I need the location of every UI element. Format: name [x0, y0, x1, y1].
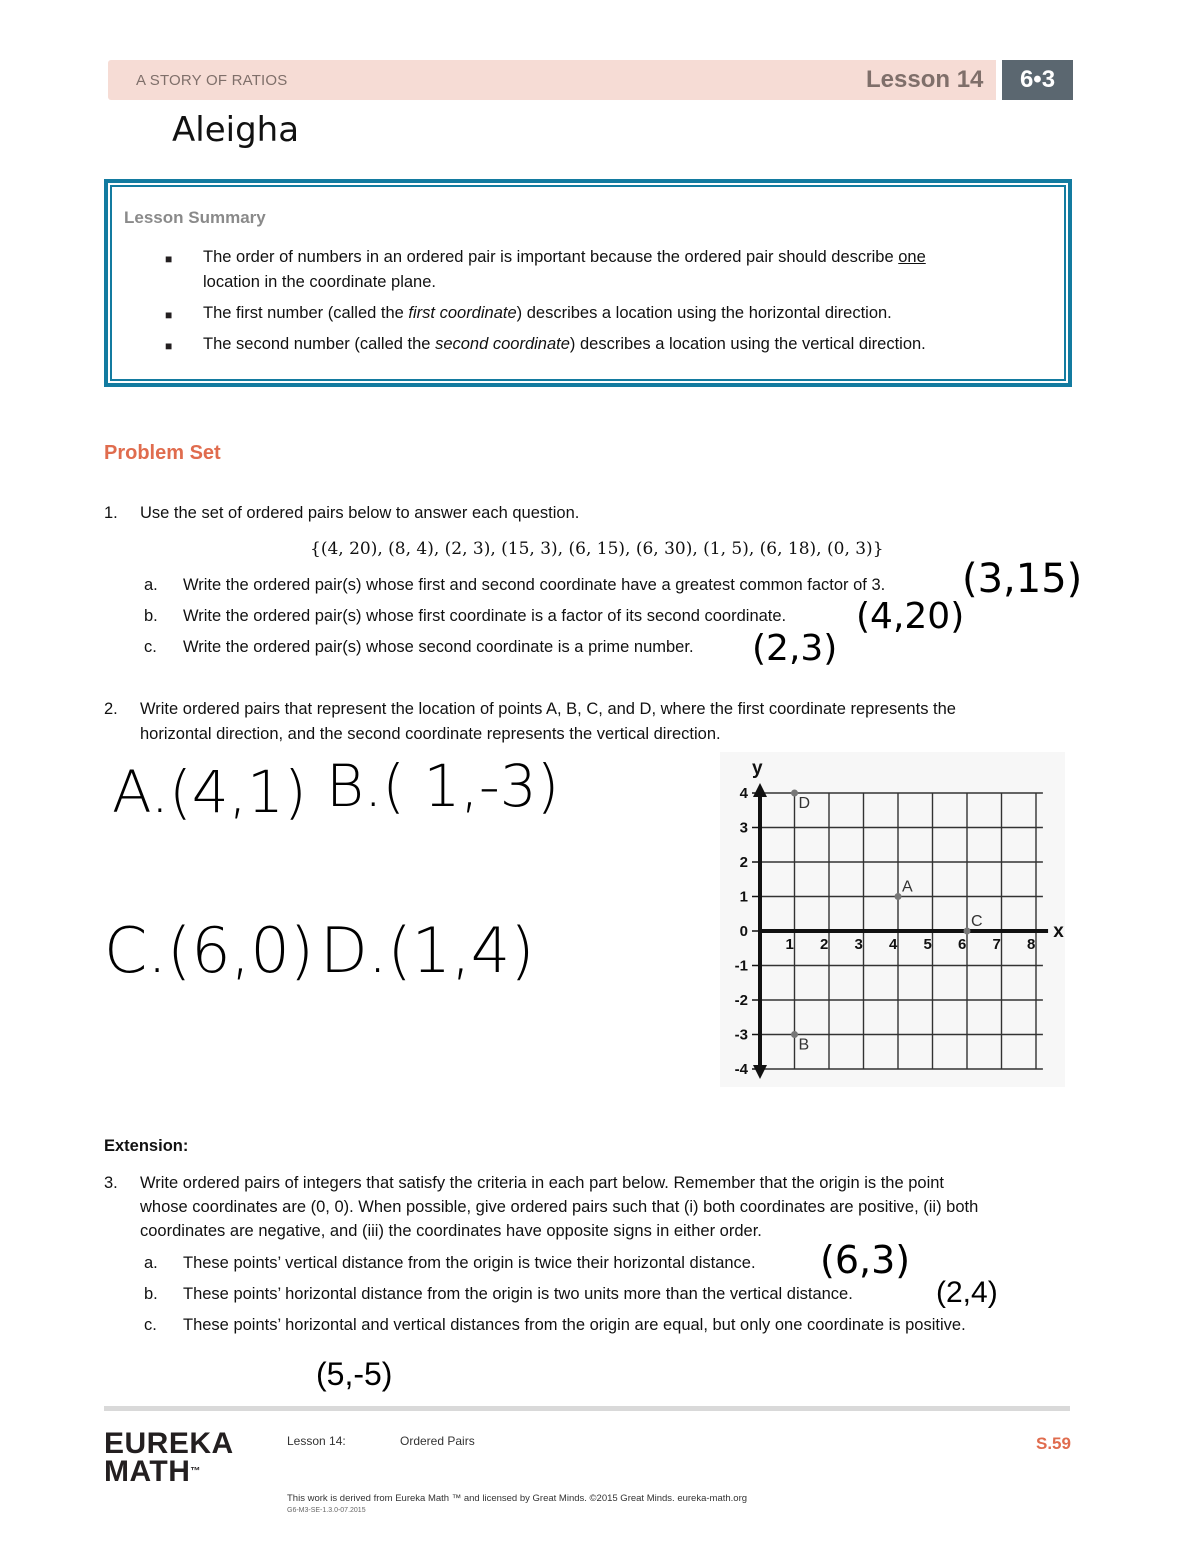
question-1b-label: b.	[144, 607, 158, 625]
problem-set-heading: Problem Set	[104, 442, 221, 464]
question-3a-text: These points’ vertical distance from the origin is twice their horizontal distance.	[183, 1254, 756, 1272]
question-3-number: 3.	[104, 1174, 118, 1192]
logo-trademark: ™	[190, 1466, 201, 1477]
graph-background	[720, 752, 1065, 1087]
license-text: This work is derived from Eureka Math ™ and licensed by Great Minds. ©2015 Great Minds. eureka-math.org	[287, 1493, 748, 1504]
summary-bullet-3-term: second coordinate	[435, 335, 570, 353]
question-3-text-line2: whose coordinates are (0, 0). When possible, give ordered pairs such that (i) both coordinates are positive, (ii) both	[140, 1198, 979, 1216]
summary-bullet-2-text: The first number (called the	[203, 304, 409, 322]
logo-line-1: EUREKA	[104, 1427, 234, 1460]
series-title: A STORY OF RATIOS	[136, 72, 288, 89]
document-code: G6-M3-SE-1.3.0-07.2015	[287, 1507, 366, 1514]
answer-2-d: D.(1,4)	[320, 914, 535, 987]
point-marker	[895, 893, 902, 900]
summary-bullet-2-term: first coordinate	[408, 304, 517, 322]
summary-bullet-3-text: The second number (called the	[203, 335, 436, 353]
question-3b-text: These points’ horizontal distance from the origin is two units more than the vertical distance.	[183, 1285, 853, 1303]
logo-line-2-text: MATH	[104, 1455, 191, 1488]
question-3-text-line1: Write ordered pairs of integers that satisfy the criteria in each part below. Remember that the origin is the point	[140, 1174, 945, 1192]
answer-1b: (4,20)	[856, 596, 965, 637]
footer-divider	[104, 1406, 1070, 1411]
question-1-text: Use the set of ordered pairs below to answer each question.	[140, 504, 580, 522]
student-name: Aleigha	[172, 110, 300, 150]
answer-2-c: C.(6,0)	[104, 914, 314, 987]
summary-bullet-1	[203, 248, 926, 267]
y-tick-label: 3	[739, 819, 748, 837]
coordinate-plane	[720, 752, 1065, 1087]
question-2-number: 2.	[104, 700, 118, 718]
question-1a-label: a.	[144, 576, 158, 594]
point-marker	[791, 790, 798, 797]
x-tick-label: 1	[785, 936, 794, 953]
y-tick-label: 4	[739, 785, 748, 802]
point-label: D	[798, 795, 811, 812]
y-tick-label: -3	[734, 1026, 748, 1044]
point-marker	[791, 1031, 798, 1038]
bullet-icon: ■	[165, 252, 173, 266]
x-tick-label: 4	[889, 936, 898, 953]
y-tick-label: -4	[734, 1061, 748, 1078]
answer-2-a: A.(4,1)	[112, 758, 307, 826]
question-1a-text: Write the ordered pair(s) whose first and second coordinate have a greatest common factor of 3.	[183, 576, 886, 594]
x-axis-label: x	[1053, 921, 1064, 942]
logo-line-2	[104, 1455, 234, 1488]
module-badge: 6•3	[1002, 60, 1073, 100]
answer-2-b: B.( 1,-3)	[326, 752, 560, 820]
answer-3b: (2,4)	[936, 1276, 998, 1309]
ordered-pair-set: {(4, 20), (8, 4), (2, 3), (15, 3), (6, 15), (6, 30), (1, 5), (6, 18), (0, 3)}	[310, 539, 884, 559]
x-tick-label: 6	[958, 936, 967, 953]
summary-heading: Lesson Summary	[124, 208, 266, 227]
point-marker	[964, 928, 971, 935]
answer-1a: (3,15)	[962, 556, 1083, 602]
x-tick-label: 2	[820, 936, 829, 953]
lesson-title: Lesson 14	[866, 66, 984, 93]
page-number: S.59	[1036, 1434, 1071, 1453]
y-tick-label: 1	[739, 888, 748, 906]
summary-bullet-2-text-end: ) describes a location using the horizontal direction.	[516, 304, 892, 322]
summary-bullet-1-text: The order of numbers in an ordered pair is important because the ordered pair should describe	[203, 248, 899, 266]
summary-bullet-1-line2: location in the coordinate plane.	[203, 273, 436, 291]
question-2-text-line2: horizontal direction, and the second coordinate represents the vertical direction.	[140, 725, 721, 743]
question-1c-label: c.	[144, 638, 157, 656]
question-3c-label: c.	[144, 1316, 157, 1334]
y-tick-label: 2	[739, 854, 748, 871]
footer-lesson-title: Ordered Pairs	[400, 1434, 475, 1448]
point-label: B	[798, 1036, 810, 1054]
x-tick-label: 8	[1027, 936, 1036, 953]
y-tick-label: -1	[734, 957, 748, 975]
summary-bullet-1-emphasis: one	[898, 248, 926, 266]
extension-heading: Extension:	[104, 1137, 189, 1155]
answer-3c: (5,-5)	[316, 1356, 393, 1392]
point-label: A	[902, 878, 913, 896]
point-label: C	[971, 913, 983, 930]
x-tick-label: 7	[992, 936, 1001, 953]
y-axis-label: y	[752, 758, 763, 779]
answer-3a: (6,3)	[820, 1238, 911, 1282]
answer-1c: (2,3)	[752, 628, 838, 669]
summary-bullet-2	[203, 304, 892, 323]
question-1c-text: Write the ordered pair(s) whose second coordinate is a prime number.	[183, 638, 694, 656]
bullet-icon: ■	[165, 339, 173, 353]
question-2-text-line1: Write ordered pairs that represent the location of points A, B, C, and D, where the first coordinate represents the	[140, 700, 956, 718]
question-3c-text: These points’ horizontal and vertical distances from the origin are equal, but only one coordinate is positive.	[183, 1316, 966, 1334]
question-3b-label: b.	[144, 1285, 158, 1303]
x-tick-label: 3	[854, 936, 863, 953]
question-3-text-line3: coordinates are negative, and (iii) the coordinates have opposite signs in either order.	[140, 1222, 762, 1240]
summary-bullet-3	[203, 335, 926, 354]
eureka-math-logo	[104, 1427, 234, 1488]
question-3a-label: a.	[144, 1254, 158, 1272]
footer-lesson-label: Lesson 14:	[287, 1434, 346, 1448]
bullet-icon: ■	[165, 308, 173, 322]
x-tick-label: 5	[923, 936, 932, 953]
summary-bullet-3-text-end: ) describes a location using the vertical direction.	[569, 335, 926, 353]
y-tick-label: 0	[739, 923, 748, 940]
y-tick-label: -2	[734, 992, 748, 1009]
question-1b-text: Write the ordered pair(s) whose first coordinate is a factor of its second coordinate.	[183, 607, 787, 625]
question-1-number: 1.	[104, 504, 118, 522]
